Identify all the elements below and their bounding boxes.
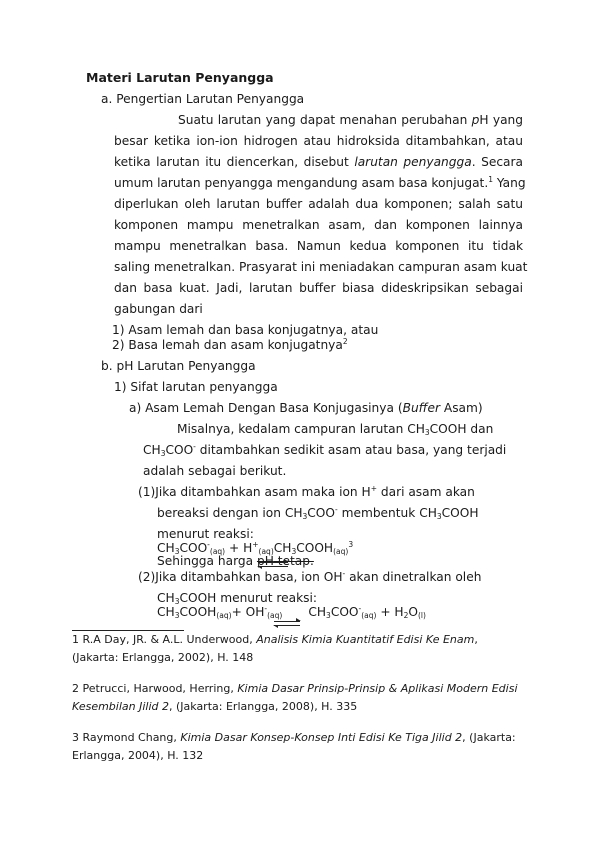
page-title: Materi Larutan Penyangga [86,70,274,85]
para-line: mampu menetralkan basa. Namun kedua komponen itu tidak [114,239,523,253]
footnote: 1 R.A Day, JR. & A.L. Underwood, Analisis Kimia Kuantitatif Edisi Ke Enam, (Jakarta: Erlangga, 2002), H. 148 [72,633,478,664]
section-a-title: a. Pengertian Larutan Penyangga [101,92,305,106]
equilibrium-arrow-icon [258,562,288,568]
equilibrium-arrow-icon [274,621,300,627]
body-line: menurut reaksi: [157,527,254,541]
para-line: besar ketika ion-ion hidrogen atau hidroksida ditambahkan, atau [114,134,523,148]
para-line: Suatu larutan yang dapat menahan perubahan pH yang [178,113,524,127]
footnote: 2 Petrucci, Harwood, Herring, Kimia Dasar Prinsip-Prinsip & Aplikasi Modern Edisi Kesembilan Jilid 2, (Jakarta: Erlangga, 2008), H. 335 [72,682,518,713]
body-line: Misalnya, kedalam campuran larutan $CH_3COOH$ dan [177,422,494,437]
para-line: ketika larutan itu diencerkan, disebut larutan penyangga. Secara [114,155,523,169]
footnote: 3 Raymond Chang, Kimia Dasar Konsep-Konsep Inti Edisi Ke Tiga Jilid 2, (Jakarta: Erlangga, 2004), H. 132 [72,731,516,762]
body-line: bereaksi dengan ion $CH_3COO^-$ membentuk $CH_3COOH$ [157,505,479,521]
body-line: $CH_3COO^-$ ditambahkan sedikit asam atau basa, yang terjadi [143,442,507,458]
reaction-equation: $CH_3COOH_{(aq)}+ OH^-_{(aq)}$ $CH_3COO^-_{(aq)} + H_2O_{(l)}$ [157,604,426,620]
list-item: 2) Basa lemah dan asam konjugatnya$^2$ [112,337,348,352]
para-line: umum larutan penyangga mengandung asam basa konjugat.$^1$ Yang [114,175,526,190]
section-b-title: b. pH Larutan Penyangga [101,359,256,373]
body-line: (2)Jika ditambahkan basa, ion OH- akan dinetralkan oleh [138,569,482,584]
body-line: Sehingga harga pH tetap. [157,554,314,568]
para-line: komponen mampu menetralkan asam, dan komponen lainnya [114,218,523,232]
para-line: saling menetralkan. Prasyarat ini meniadakan campuran asam kuat [114,260,528,274]
para-line: gabungan dari [114,302,203,316]
list-item: 1) Asam lemah dan basa konjugatnya, atau [112,323,379,337]
body-line: adalah sebagai berikut. [143,464,287,478]
para-line: dan basa kuat. Jadi, larutan buffer biasa dideskripsikan sebagai [114,281,523,295]
body-line: (1)Jika ditambahkan asam maka ion H+ dari asam akan [138,484,475,499]
para-line: diperlukan oleh larutan buffer adalah dua komponen; salah satu [114,197,523,211]
subsection-title: 1) Sifat larutan penyangga [114,380,278,394]
subsection-title: a) Asam Lemah Dengan Basa Konjugasinya (Buffer Asam) [129,401,483,415]
body-line: $CH_3COOH$ menurut reaksi: [157,591,318,606]
reaction-equation: $CH_3COO^-_{(aq)}$ + $H^+_{(aq)}CH_3COOH_{(aq)}^3$ [157,540,354,556]
